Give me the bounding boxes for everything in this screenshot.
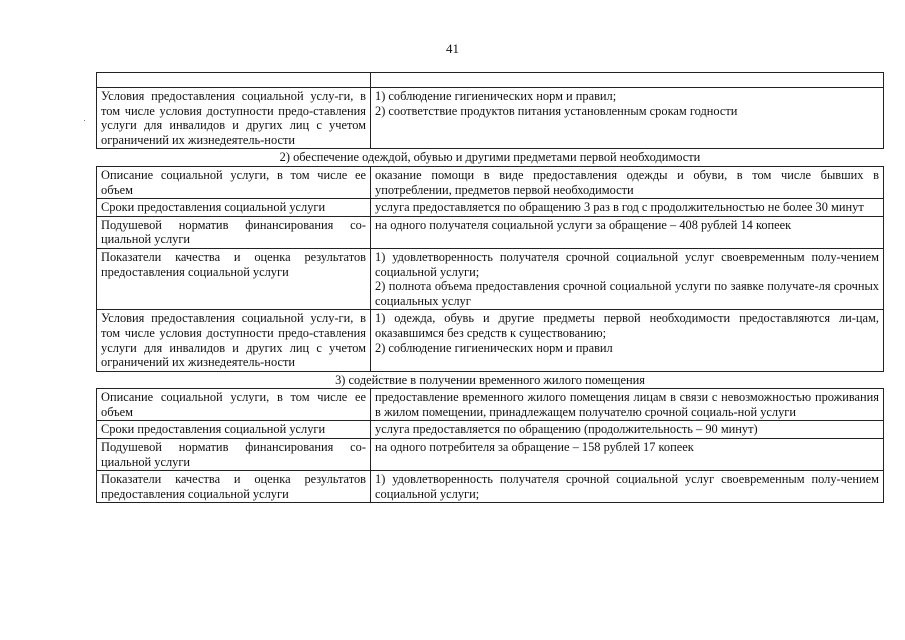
row-value-item: 2) соответствие продуктов питания установленным срокам годности xyxy=(375,103,738,118)
section-heading: 2) обеспечение одеждой, обувью и другими предметами первой необходимости xyxy=(97,149,884,167)
row-value-item: на одного получателя социальной услуги за обращение – 408 рублей 14 копеек xyxy=(375,217,792,232)
row-value-item: 1) удовлетворенность получателя срочной социальной услуг своевременным полу-чением социальной услуги; xyxy=(375,249,879,279)
table-row xyxy=(97,389,884,421)
row-label: Описание социальной услуги, в том числе ее объем xyxy=(97,166,371,198)
row-value xyxy=(371,439,884,471)
table-row xyxy=(97,471,884,503)
row-value-item: оказание помощи в виде предоставления одежды и обуви, в том числе бывших в употреблении, предметов первой необходимости xyxy=(375,167,879,197)
row-value-item: 2) полнота объема предоставления срочной социальной услуги по заявке получате-ля срочных социальных услуг xyxy=(375,279,879,308)
row-label: Сроки предоставления социальной услуги xyxy=(97,199,371,217)
row-label: Показатели качества и оценка результатов предоставления социальной услуги xyxy=(97,248,371,309)
row-value-item: услуга предоставляется по обращению (продолжительность – 90 минут) xyxy=(375,422,758,437)
row-value-item: предоставление временного жилого помещения лицам в связи с невозможностью проживания в жилом помещении, принадлежащем получателю срочной социаль-ной услуги xyxy=(375,390,879,419)
table-cell-empty-right xyxy=(371,73,884,88)
row-value-item: 1) соблюдение гигиенических норм и правил; xyxy=(375,89,617,103)
row-value xyxy=(371,166,884,198)
row-value-item: услуга предоставляется по обращению 3 раз в год с продолжительностью не более 30 минут xyxy=(375,200,864,215)
row-value xyxy=(371,421,884,439)
services-table xyxy=(96,72,884,503)
row-label: Показатели качества и оценка результатов предоставления социальной услуги xyxy=(97,471,371,503)
row-value-item: на одного потребителя за обращение – 158 рублей 17 копеек xyxy=(375,440,694,455)
row-label: Подушевой норматив финансирования со-циальной услуги xyxy=(97,216,371,248)
row-value xyxy=(371,471,884,503)
row-value xyxy=(371,88,884,149)
scan-speck xyxy=(84,120,85,121)
table-row xyxy=(97,439,884,471)
row-value xyxy=(371,248,884,309)
row-value-item: 1) одежда, обувь и другие предметы первой необходимости предоставляются ли-цам, оказавшимся без средств к существованию; xyxy=(375,311,879,340)
table-row xyxy=(97,88,884,149)
row-value xyxy=(371,389,884,421)
table-row xyxy=(97,199,884,217)
row-label: Условия предоставления социальной услу-ги, в том числе условия доступности предо-ставления услуги для инвалидов и других лиц с учетом ограничений их жизнедеятель-ности xyxy=(97,88,371,149)
row-label: Условия предоставления социальной услу-ги, в том числе условия доступности предо-ставления услуги для инвалидов и других лиц с учетом ограничений их жизнедеятель-ности xyxy=(97,310,371,371)
row-label: Подушевой норматив финансирования со-циальной услуги xyxy=(97,439,371,471)
row-value xyxy=(371,199,884,217)
table-row xyxy=(97,216,884,248)
section-heading: 3) содействие в получении временного жилого помещения xyxy=(97,371,884,389)
table-row xyxy=(97,421,884,439)
row-value-item: 2) соблюдение гигиенических норм и правил xyxy=(375,340,613,355)
section-heading-row xyxy=(97,371,884,389)
table-cell-empty-left xyxy=(97,73,371,88)
page-number: 41 xyxy=(446,41,459,56)
row-label: Описание социальной услуги, в том числе ее объем xyxy=(97,389,371,421)
table-row xyxy=(97,310,884,371)
row-label: Сроки предоставления социальной услуги xyxy=(97,421,371,439)
section-heading-row xyxy=(97,149,884,167)
table-row xyxy=(97,248,884,309)
table-row-empty xyxy=(97,73,884,88)
row-value xyxy=(371,310,884,371)
row-value xyxy=(371,216,884,248)
table-row xyxy=(97,166,884,198)
row-value-item: 1) удовлетворенность получателя срочной социальной услуг своевременным полу-чением социальной услуги; xyxy=(375,472,879,501)
